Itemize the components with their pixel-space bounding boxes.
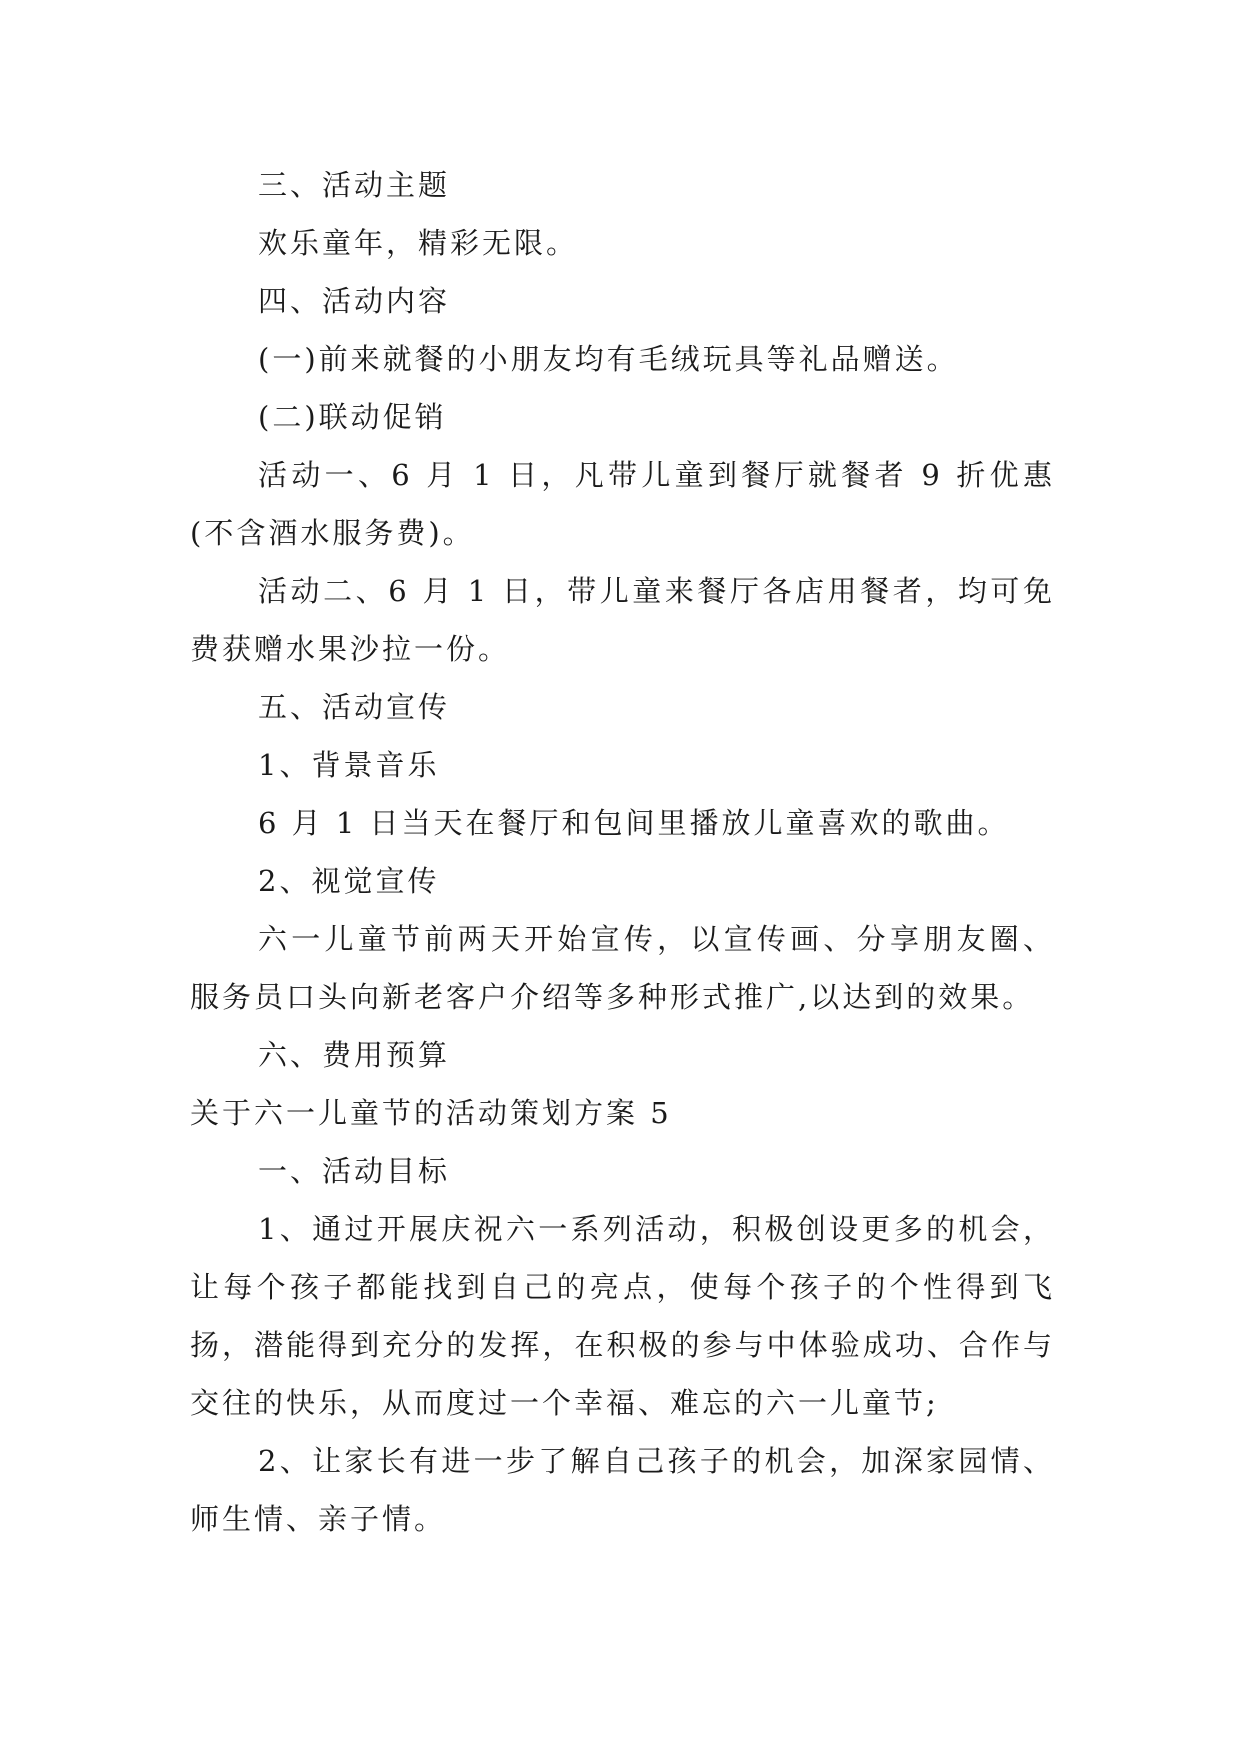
- item-background-music: 1、背景音乐: [258, 748, 440, 782]
- paragraph-gift: (一)前来就餐的小朋友均有毛绒玩具等礼品赠送。: [258, 342, 959, 376]
- paragraph-goal-two: 2、让家长有进一步了解自己孩子的机会，加深家园情、师生情、亲子情。: [190, 1444, 1055, 1536]
- item-visual-promotion: 2、视觉宣传: [258, 864, 440, 898]
- paragraph-goal-one: 1、通过开展庆祝六一系列活动，积极创设更多的机会，让每个孩子都能找到自己的亮点，使每个孩子的个性得到飞扬，潜能得到充分的发挥，在积极的参与中体验成功、合作与交往的快乐，从而度过一个幸福、难忘的六一儿童节;: [190, 1212, 1055, 1420]
- paragraph-activity-one: 活动一、6 月 1 日，凡带儿童到餐厅就餐者 9 折优惠(不含酒水服务费)。: [190, 458, 1055, 550]
- paragraph-visual: 六一儿童节前两天开始宣传，以宣传画、分享朋友圈、服务员口头向新老客户介绍等多种形式推广,以达到的效果。: [190, 922, 1055, 1014]
- paragraph-music: 6 月 1 日当天在餐厅和包间里播放儿童喜欢的歌曲。: [258, 806, 1010, 840]
- section-heading-theme: 三、活动主题: [258, 168, 451, 202]
- paragraph-theme: 欢乐童年，精彩无限。: [258, 226, 579, 260]
- section-heading-goals: 一、活动目标: [258, 1154, 451, 1188]
- section-heading-budget: 六、费用预算: [258, 1038, 451, 1072]
- paragraph-activity-two: 活动二、6 月 1 日，带儿童来餐厅各店用餐者，均可免费获赠水果沙拉一份。: [190, 574, 1055, 666]
- subheading-promotion: (二)联动促销: [258, 400, 447, 434]
- plan-title: 关于六一儿童节的活动策划方案 5: [190, 1096, 672, 1130]
- section-heading-content: 四、活动内容: [258, 284, 451, 318]
- section-heading-promotion: 五、活动宣传: [258, 690, 451, 724]
